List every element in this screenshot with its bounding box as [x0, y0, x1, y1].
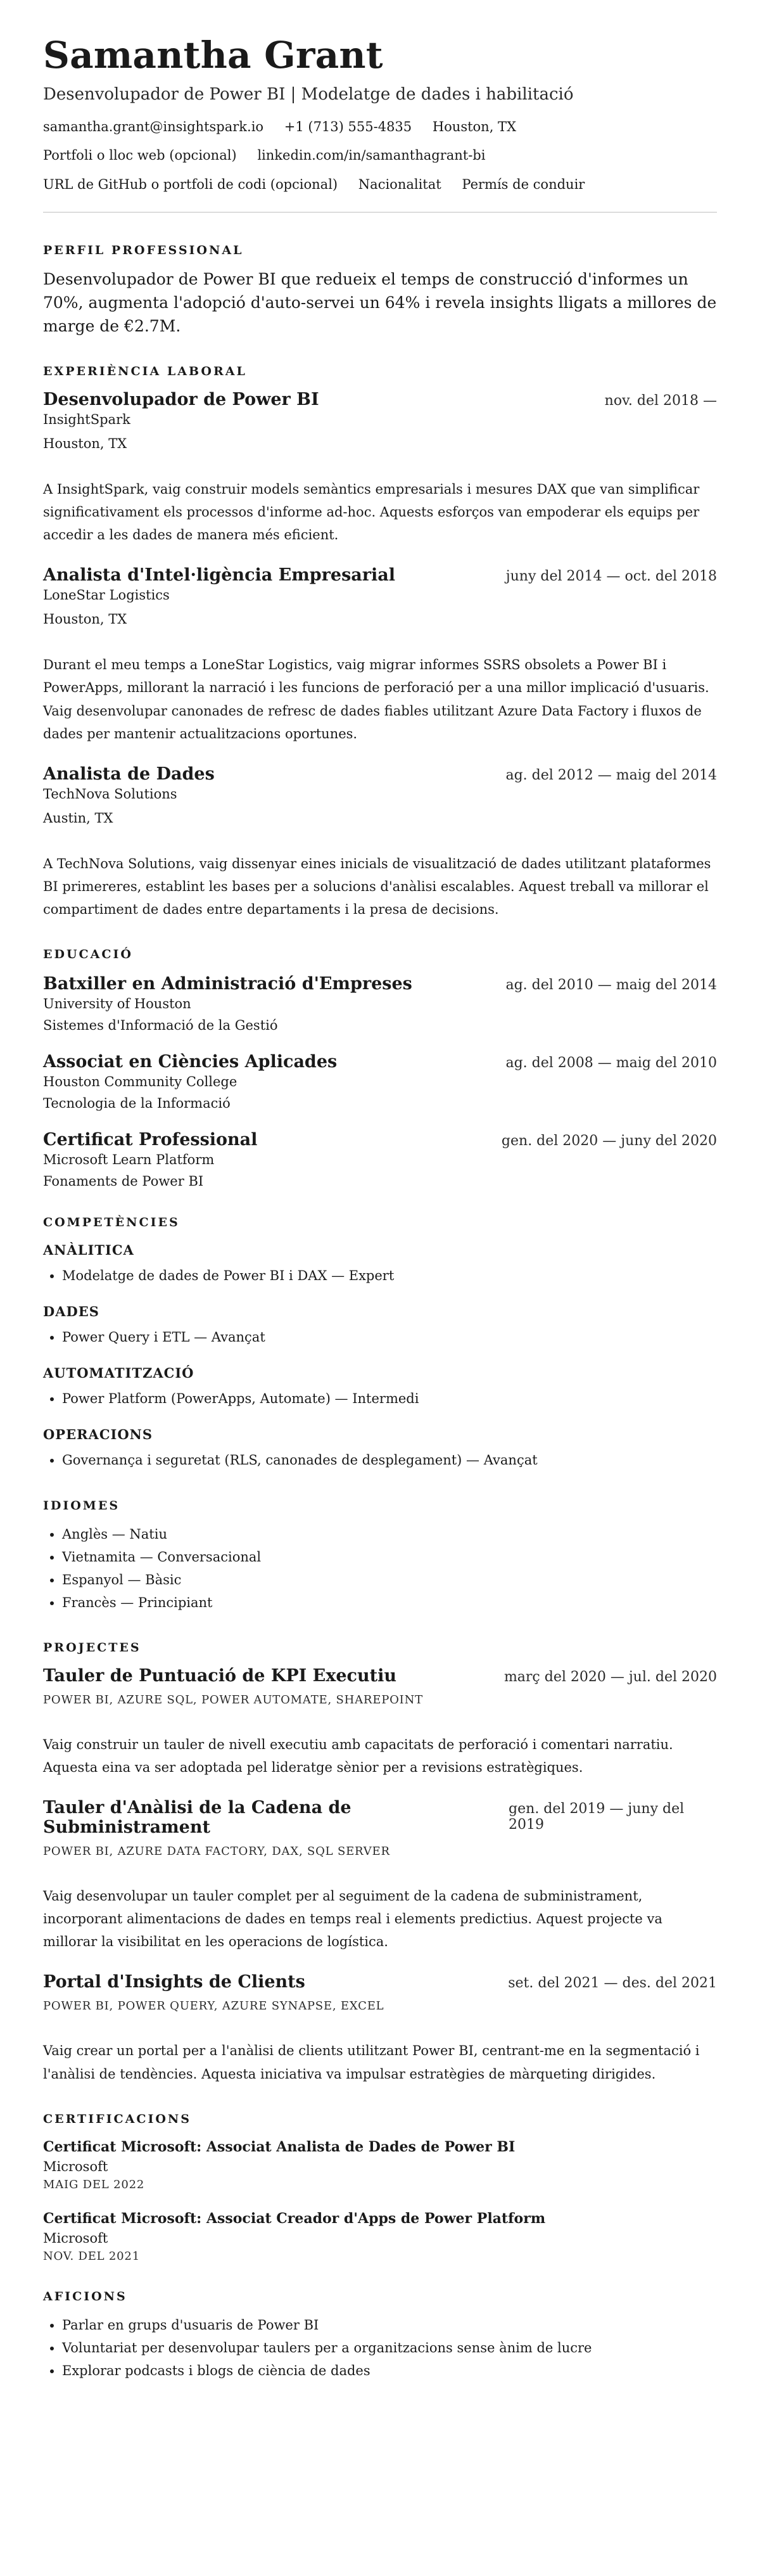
project-date: gen. del 2019 — juny del 2019 [509, 1801, 685, 1833]
skill-category: OPERACIONS [43, 1426, 153, 1443]
project-description: Vaig construir un tauler de nivell executiu amb capacitats de perforació i comentari narratiu. Aquesta eina va ser adoptada pel lideratge sènior per a revisions estratègiques. [43, 1736, 673, 1776]
language-item: • Francès — Principiant [62, 1591, 717, 1614]
contact-email[interactable]: samantha.grant@insightspark.io [43, 119, 264, 134]
degree-field: Fonaments de Power BI [43, 1174, 204, 1189]
contact-license: Permís de conduir [462, 176, 585, 192]
section-title-languages: IDIOMES [43, 1498, 120, 1513]
job-location: Houston, TX [43, 435, 127, 451]
skill-list [43, 1387, 717, 1410]
degree-date: gen. del 2020 — juny del 2020 [501, 1133, 717, 1150]
skill-category: ANÀLITICA [43, 1242, 134, 1259]
language-item: • Anglès — Natiu [62, 1523, 717, 1546]
project-entry [43, 1798, 717, 1953]
certification-entry [43, 2210, 717, 2263]
certification-date: MAIG DEL 2022 [43, 2177, 145, 2191]
contact-location: Houston, TX [432, 119, 517, 134]
certification-issuer: Microsoft [43, 2230, 108, 2246]
certification-entry [43, 2139, 717, 2191]
project-tech: POWER BI, AZURE SQL, POWER AUTOMATE, SHAREPOINT [43, 1693, 423, 1707]
contact-row-extra [43, 176, 717, 194]
degree-school: University of Houston [43, 996, 191, 1012]
section-title-education: EDUCACIÓ [43, 947, 133, 962]
language-item: • Vietnamita — Conversacional [62, 1546, 717, 1568]
job-date: ag. del 2012 — maig del 2014 [505, 767, 717, 783]
project-description: Vaig crear un portal per a l'anàlisi de clients utilitzant Power BI, centrant-me en la segmentació i l'anàlisi de tendències. Aquesta iniciativa va impulsar estratègies de màrqueting dirigides. [43, 2043, 700, 2082]
job-location: Austin, TX [43, 810, 113, 826]
job-title: Analista d'Intel·ligència Empresarial [43, 565, 396, 586]
hobby-item: • Voluntariat per desenvolupar taulers per a organitzacions sense ànim de lucre [62, 2336, 717, 2359]
skill-category: DADES [43, 1304, 99, 1320]
job-title: Desenvolupador de Power BI [43, 389, 319, 409]
degree-school: Houston Community College [43, 1074, 238, 1090]
degree-date: ag. del 2008 — maig del 2010 [505, 1055, 717, 1072]
contact-row-links [43, 146, 717, 165]
contact-linkedin[interactable]: linkedin.com/in/samanthagrant-bi [257, 148, 486, 163]
degree-date: ag. del 2010 — maig del 2014 [505, 977, 717, 994]
job-company: TechNova Solutions [43, 786, 177, 802]
skill-item: • Modelatge de dades de Power BI i DAX — Expert [62, 1264, 717, 1287]
experience-entry [43, 764, 717, 921]
job-company: InsightSpark [43, 411, 130, 427]
degree-title: Certificat Professional [43, 1130, 258, 1150]
hobby-item: • Parlar en grups d'usuaris de Power BI [62, 2314, 717, 2336]
section-title-profile: PERFIL PROFESSIONAL [43, 243, 244, 257]
project-tech: POWER BI, POWER QUERY, AZURE SYNAPSE, EXCEL [43, 1999, 384, 2013]
job-description: A TechNova Solutions, vaig dissenyar eines inicials de visualització de dades utilitzant plataformes BI primereres, establint les bases per a solucions d'anàlisi escalables. Aquest treball va millorar el compartiment de dades entre departaments i la presa de decisions. [43, 855, 711, 917]
skill-item: • Power Query i ETL — Avançat [62, 1326, 717, 1349]
skill-list [43, 1326, 717, 1349]
project-entry [43, 1666, 717, 1779]
certification-date: NOV. DEL 2021 [43, 2249, 140, 2263]
certification-name: Certificat Microsoft: Associat Creador d'Apps de Power Platform [43, 2210, 546, 2227]
candidate-subtitle: Desenvolupador de Power BI | Modelatge de dades i habilitació [43, 84, 574, 104]
experience-entry [43, 390, 717, 546]
project-entry [43, 1972, 717, 2085]
candidate-name: Samantha Grant [43, 34, 383, 77]
skill-item: • Governança i seguretat (RLS, canonades de desplegament) — Avançat [62, 1449, 717, 1471]
hobby-list [43, 2314, 717, 2382]
education-entry [43, 1130, 717, 1189]
skill-list [43, 1449, 717, 1471]
job-company: LoneStar Logistics [43, 587, 170, 603]
section-title-skills: COMPETÈNCIES [43, 1215, 180, 1230]
section-title-certifications: CERTIFICACIONS [43, 2111, 191, 2126]
language-item: • Espanyol — Bàsic [62, 1568, 717, 1591]
project-date: set. del 2021 — des. del 2021 [508, 1975, 717, 1992]
degree-school: Microsoft Learn Platform [43, 1152, 215, 1168]
job-location: Houston, TX [43, 612, 127, 627]
profile-summary: Desenvolupador de Power BI que redueix el temps de construcció d'informes un 70%, augmenta l'adopció d'auto-servei un 64% i revela insights lligats a millores de marge de €2.7M. [43, 269, 717, 335]
project-name: Tauler de Puntuació de KPI Executiu [43, 1665, 396, 1686]
section-title-hobbies: AFICIONS [43, 2289, 127, 2304]
section-title-experience: EXPERIÈNCIA LABORAL [43, 364, 247, 378]
project-description: Vaig desenvolupar un tauler complet per al seguiment de la cadena de subministrament, incorporant alimentacions de dades en temps real i elements predictius. Aquest projecte va millorar la visibilitat en les operacions de logística. [43, 1888, 662, 1950]
hobby-item: • Explorar podcasts i blogs de ciència de dades [62, 2359, 717, 2382]
certification-issuer: Microsoft [43, 2158, 108, 2174]
degree-field: Sistemes d'Informació de la Gestió [43, 1018, 278, 1034]
job-description: Durant el meu temps a LoneStar Logistics, vaig migrar informes SSRS obsolets a Power BI i PowerApps, millorant la narració i les funcions de perforació per a una millor implicació d'usuaris. Vaig desenvolupar canonades de refresc de dades fiables utilitzant Azure Data Factory i fluxos de dades per mantenir actualitzacions oportunes. [43, 657, 709, 741]
job-description: A InsightSpark, vaig construir models semàntics empresarials i mesures DAX que van simplificar significativament els processos d'informe ad-hoc. Aquests esforços van empoderar els equips per accedir a les dades de manera més eficient. [43, 481, 700, 543]
skill-list [43, 1264, 717, 1287]
education-entry [43, 1052, 717, 1111]
contact-portfolio[interactable]: Portfoli o lloc web (opcional) [43, 148, 237, 163]
project-tech: POWER BI, AZURE DATA FACTORY, DAX, SQL SERVER [43, 1845, 390, 1859]
project-date: març del 2020 — jul. del 2020 [504, 1669, 717, 1685]
experience-entry [43, 565, 717, 745]
degree-title: Associat en Ciències Aplicades [43, 1052, 338, 1072]
job-date: juny del 2014 — oct. del 2018 [505, 568, 717, 585]
job-date: nov. del 2018 — [604, 392, 717, 409]
contact-phone[interactable]: +1 (713) 555-4835 [284, 119, 412, 134]
section-title-projects: PROJECTES [43, 1640, 141, 1655]
education-entry [43, 974, 717, 1033]
skill-category: AUTOMATITZACIÓ [43, 1365, 194, 1381]
contact-nationality: Nacionalitat [358, 176, 441, 192]
degree-title: Batxiller en Administració d'Empreses [43, 974, 412, 994]
job-title: Analista de Dades [43, 764, 215, 784]
degree-field: Tecnologia de la Informació [43, 1096, 231, 1112]
project-name: Tauler d'Anàlisi de la Cadena de Subministrament [43, 1798, 352, 1838]
language-list [43, 1523, 717, 1614]
header-divider [43, 212, 717, 213]
certification-name: Certificat Microsoft: Associat Analista de Dades de Power BI [43, 2138, 516, 2155]
contact-github[interactable]: URL de GitHub o portfoli de codi (opcional) [43, 176, 338, 192]
skill-item: • Power Platform (PowerApps, Automate) — Intermedi [62, 1387, 717, 1410]
contact-row [43, 118, 717, 136]
project-name: Portal d'Insights de Clients [43, 1972, 305, 1992]
